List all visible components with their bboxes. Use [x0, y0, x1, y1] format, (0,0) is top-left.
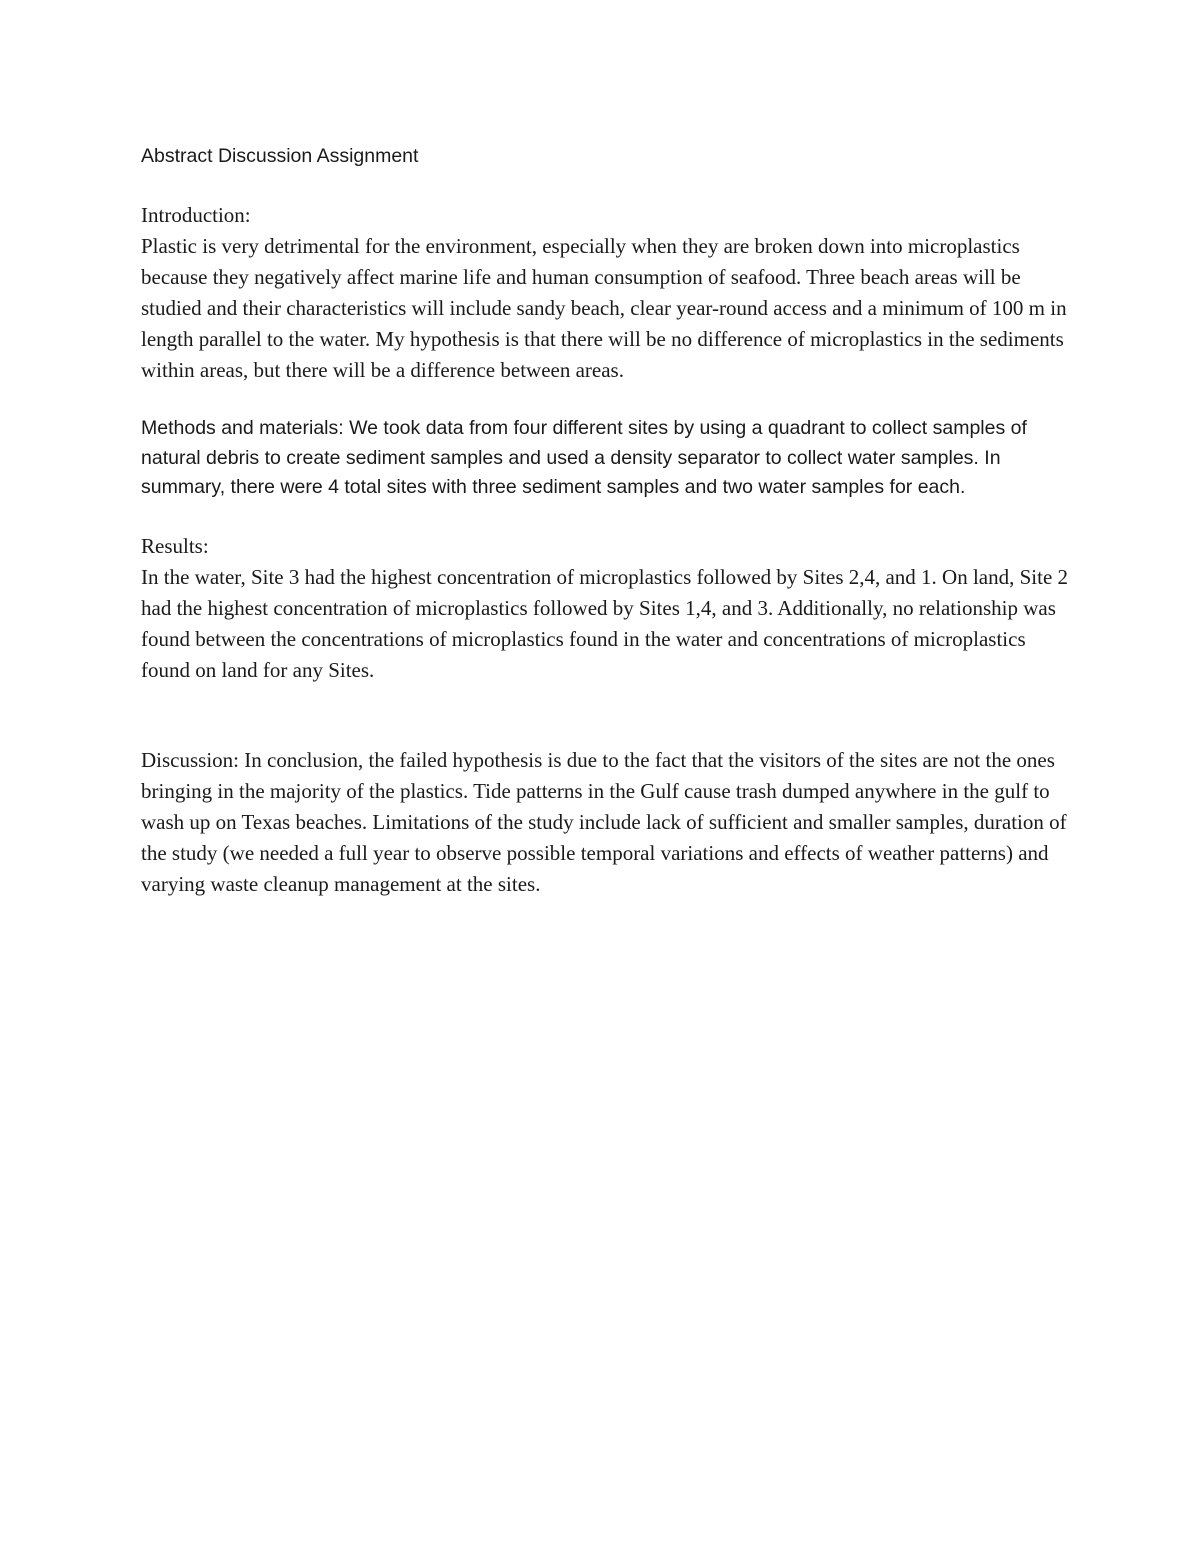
discussion-section [141, 745, 1071, 900]
document-title: Abstract Discussion Assignment [141, 145, 419, 167]
introduction-body: Plastic is very detrimental for the environment, especially when they are broken down into microplastics because they negatively affect marine life and human consumption of seafood. Three beach areas will be studied and their characteristics will include sandy beach, clear year-round access and a minimum of 100 m in length parallel to the water. My hypothesis is that there will be no difference of microplastics in the sediments within areas, but there will be a difference between areas. [141, 234, 1067, 382]
document-body [141, 141, 1071, 900]
methods-body: Methods and materials: We took data from four different sites by using a quadrant to collect samples of natural debris to create sediment samples and used a density separator to collect water samples. In summary, there were 4 total sites with three sediment samples and two water samples for each. [141, 417, 1027, 498]
results-section [141, 531, 1071, 686]
discussion-body: Discussion: In conclusion, the failed hypothesis is due to the fact that the visitors of the sites are not the ones bringing in the majority of the plastics. Tide patterns in the Gulf cause trash dumped anywhere in the gulf to wash up on Texas beaches. Limitations of the study include lack of sufficient and smaller samples, duration of the study (we needed a full year to observe possible temporal variations and effects of weather patterns) and varying waste cleanup management at the sites. [141, 747, 1067, 896]
methods-section [141, 414, 1071, 503]
introduction-heading: Introduction: [141, 203, 251, 227]
introduction-section [141, 200, 1071, 386]
results-body: In the water, Site 3 had the highest concentration of microplastics followed by Sites 2,4, and 1. On land, Site 2 had the highest concentration of microplastics followed by Sites 1,4, and 3. Additionally, no relationship was found between the concentrations of microplastics found in the water and concentrations of microplastics found on land for any Sites. [141, 564, 1069, 682]
results-heading: Results: [141, 533, 209, 558]
